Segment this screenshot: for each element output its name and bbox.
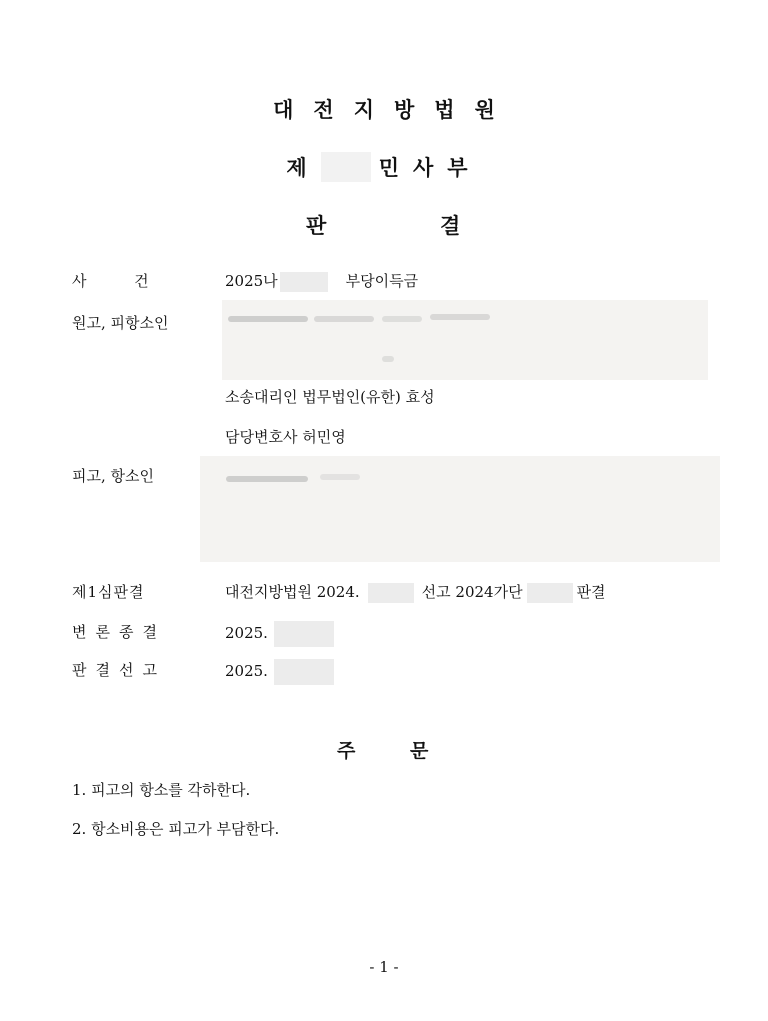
division-prefix: 제 [286, 156, 307, 180]
order-heading-right: 문 [410, 740, 429, 762]
label-pronouncement: 판결선고 [72, 661, 166, 679]
redaction-scribble [382, 356, 394, 362]
doc-type-left: 판 [306, 214, 327, 238]
redaction-scribble [226, 476, 308, 482]
order-item-1: 1. 피고의 항소를 각하한다. [72, 781, 251, 799]
label-hearing-end: 변론종결 [72, 623, 166, 641]
redaction-scribble [320, 474, 360, 480]
hearing-end-date: 2025. [225, 624, 268, 642]
label-case-text: 사 건 [72, 272, 149, 290]
value-case [225, 270, 418, 292]
division-suffix: 민사부 [378, 156, 482, 180]
value-hearing-end [225, 621, 334, 647]
redacted-date [274, 659, 334, 685]
label-defendant: 피고, 항소인 [72, 467, 154, 485]
label-first-instance: 제1심판결 [72, 583, 145, 601]
label-plaintiff: 원고, 피항소인 [72, 314, 169, 332]
pronouncement-date: 2025. [225, 662, 268, 680]
redacted-date [274, 621, 334, 647]
plaintiff-attorney: 담당변호사 허민영 [225, 428, 346, 446]
redaction-scribble [314, 316, 374, 322]
redaction-scribble [228, 316, 308, 322]
first-instance-court-date: 대전지방법원 2024. [225, 583, 360, 601]
redacted-plaintiff-info [222, 300, 708, 380]
redaction-scribble [430, 314, 490, 320]
order-item-2: 2. 항소비용은 피고가 부담한다. [72, 820, 280, 838]
first-instance-judgment: 판결 [576, 583, 606, 601]
redacted-division-number [321, 152, 371, 182]
value-first-instance [225, 581, 606, 603]
order-heading-left: 주 [337, 740, 356, 762]
redacted-date [368, 583, 414, 603]
redacted-case-number [527, 583, 573, 603]
case-number-prefix: 2025나 [225, 272, 278, 290]
plaintiff-counsel-firm: 소송대리인 법무법인(유한) 효성 [225, 388, 435, 406]
value-pronouncement [225, 659, 334, 685]
first-instance-case-prefix: 선고 2024가단 [421, 583, 523, 601]
page-number: - 1 - [369, 958, 399, 976]
division-title [0, 152, 768, 182]
doc-type-right: 결 [440, 214, 461, 238]
court-name: 대전지방법원 [273, 98, 515, 122]
redacted-case-number [280, 272, 328, 292]
redaction-scribble [382, 316, 422, 322]
redacted-defendant-info [200, 456, 720, 562]
label-case [72, 270, 149, 291]
case-name: 부당이득금 [345, 272, 419, 290]
